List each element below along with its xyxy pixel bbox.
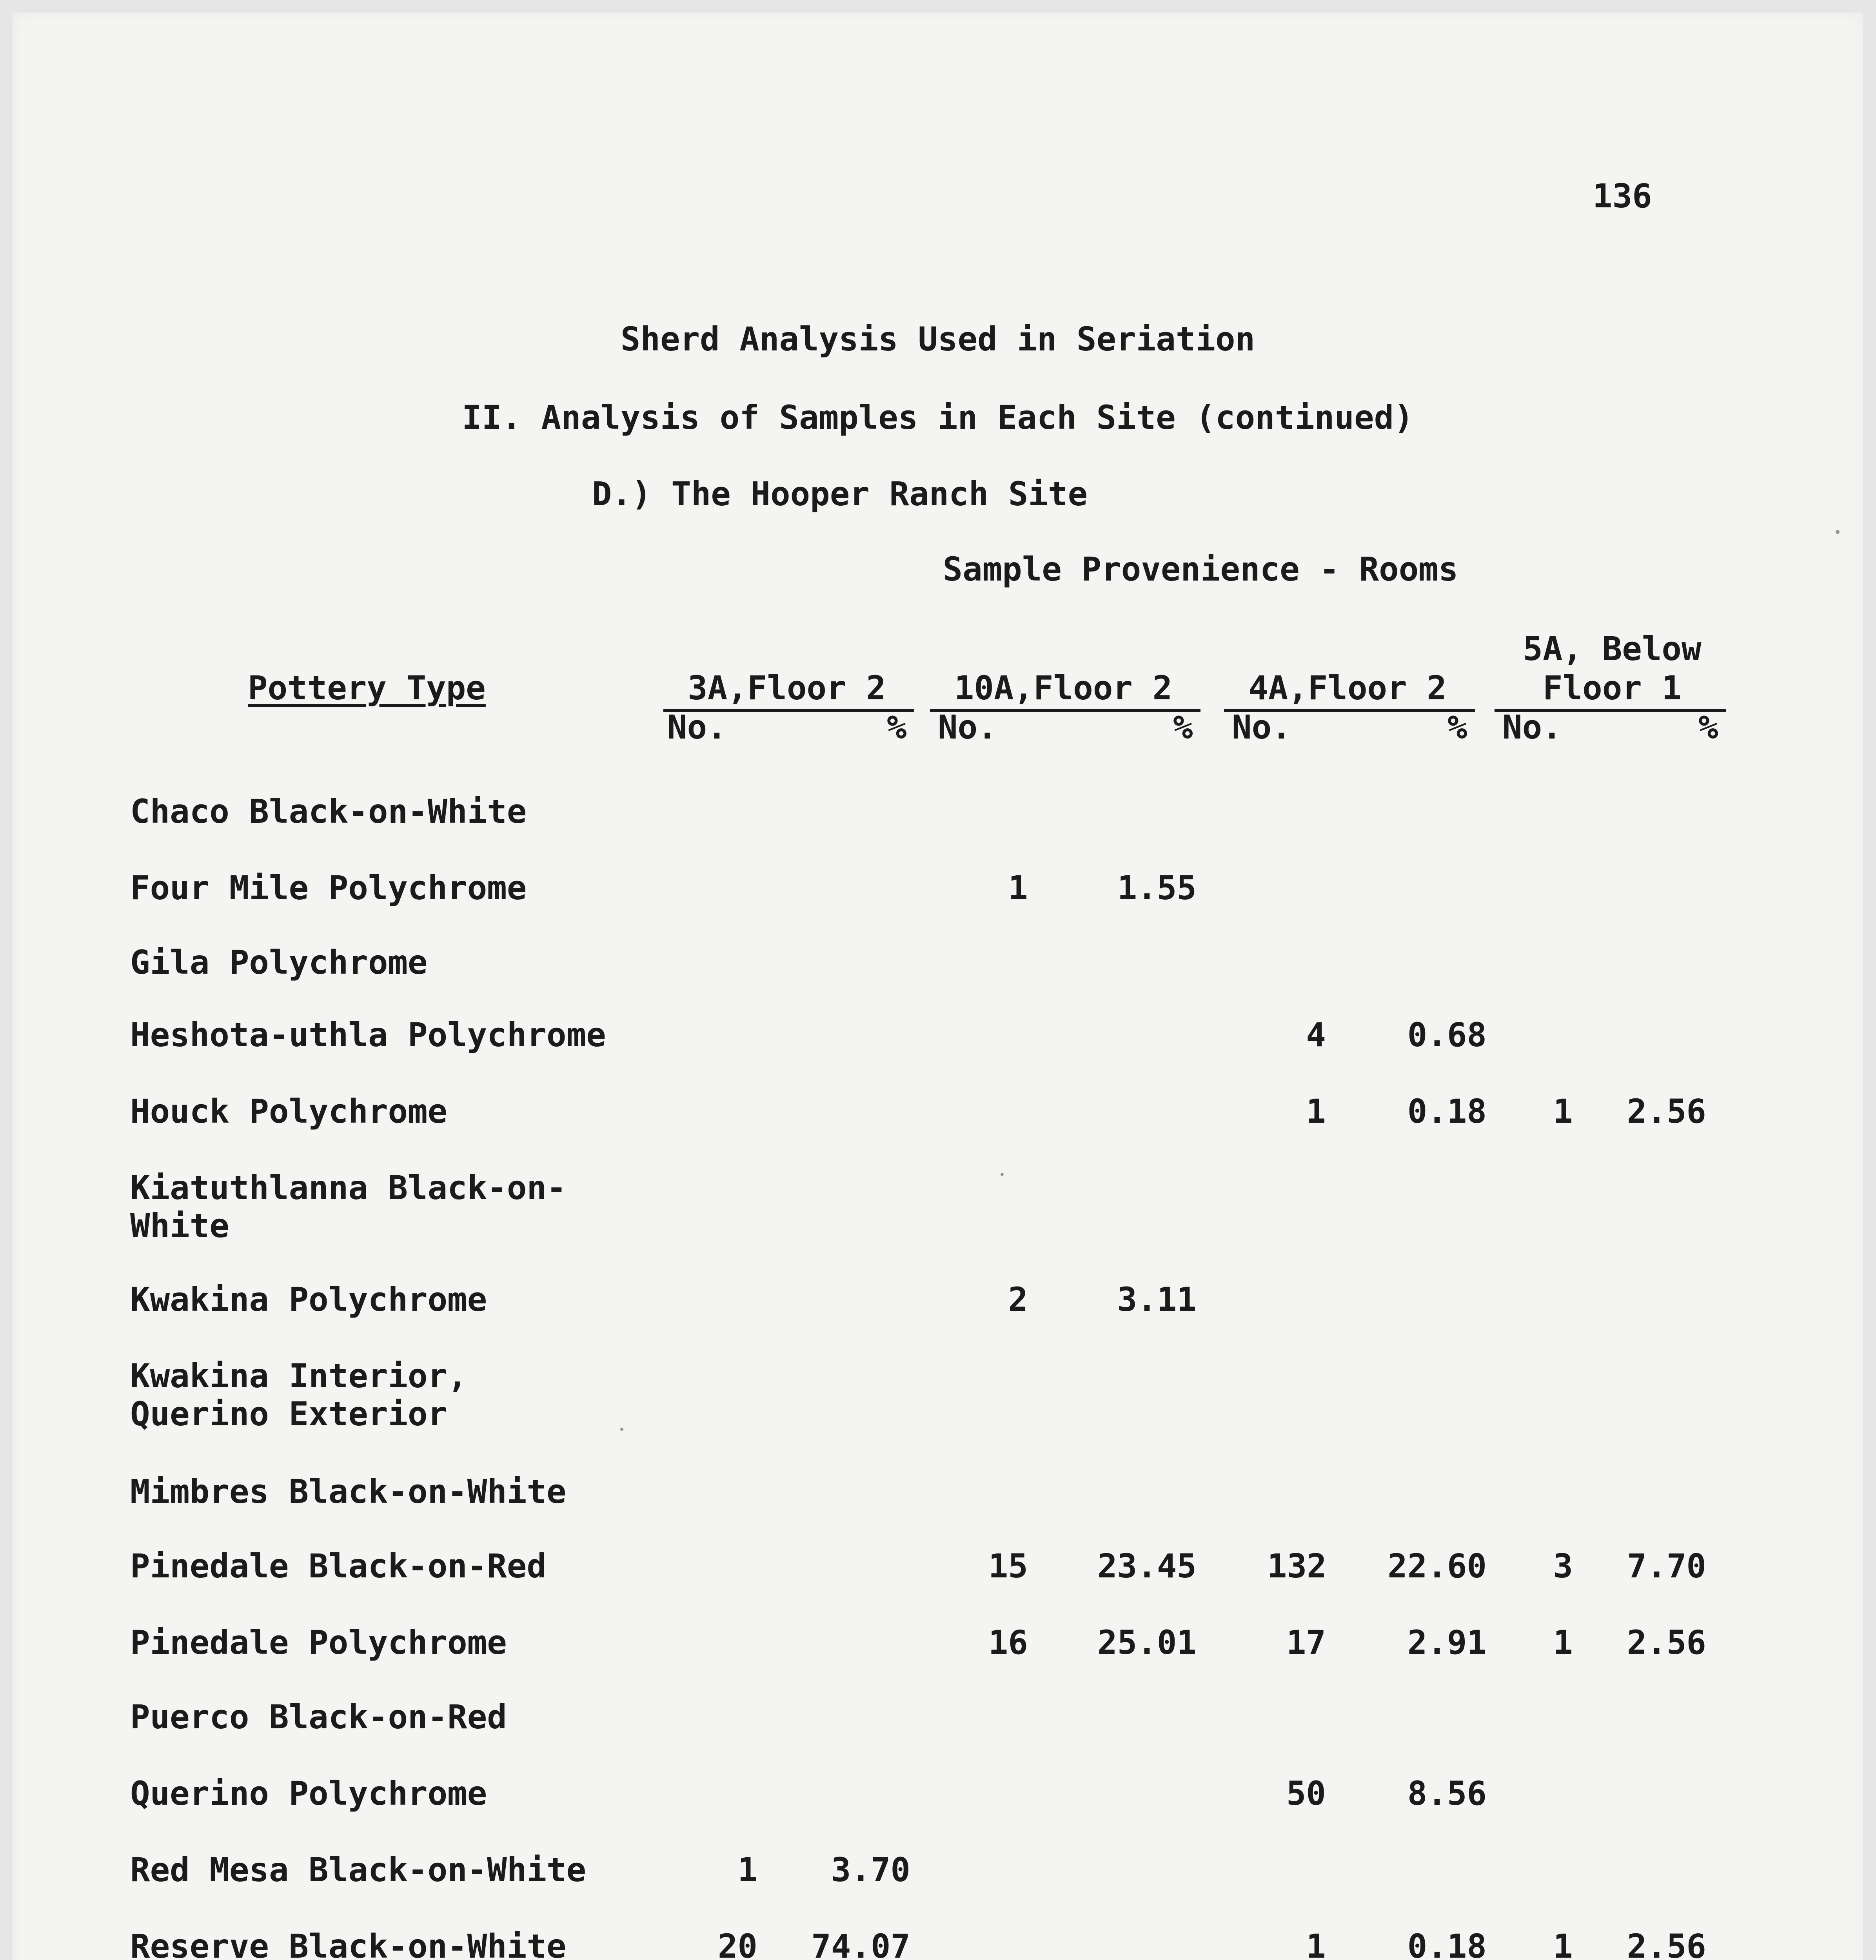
site-heading: D.) The Hooper Ranch Site [592,475,1088,513]
cell-10a-percent: 25.01 [1097,1623,1197,1662]
col-10a-header: 10A,Floor 2 [954,669,1173,707]
cell-4a-count: 1 [1306,1092,1326,1131]
pottery-type-label: Chaco Black-on-White [130,792,527,831]
pottery-type-label: Querino Polychrome [130,1774,487,1813]
col-10a-pct: % [1173,708,1193,746]
col-5a-pct: % [1698,708,1718,746]
pottery-type-label: Reserve Black-on-White [130,1927,567,1960]
paper-speck [620,1428,623,1431]
col-5a-header-line2: Floor 1 [1542,669,1682,707]
pottery-type-label: Pinedale Polychrome [130,1623,507,1662]
pottery-type-label: Kwakina Interior, Querino Exterior [130,1357,467,1433]
cell-4a-percent: 0.68 [1407,1016,1487,1054]
col-5a-header-line1: 5A, Below [1523,630,1702,668]
cell-10a-count: 16 [988,1623,1028,1662]
provenience-heading: Sample Provenience - Rooms [943,550,1458,588]
pottery-type-label: Heshota-uthla Polychrome [130,1016,606,1054]
pottery-type-header: Pottery Type [248,669,486,707]
cell-5a-count: 1 [1553,1927,1573,1960]
cell-5a-count: 1 [1553,1623,1573,1662]
cell-10a-count: 2 [1008,1280,1028,1319]
pottery-type-label: Houck Polychrome [130,1092,448,1131]
cell-4a-count: 4 [1306,1016,1326,1054]
cell-4a-percent: 0.18 [1407,1092,1487,1131]
cell-4a-count: 132 [1267,1547,1327,1585]
pottery-type-label: Kwakina Polychrome [130,1280,487,1319]
cell-10a-percent: 23.45 [1097,1547,1197,1585]
pottery-type-label: Gila Polychrome [130,943,428,982]
cell-3a-count: 20 [717,1927,757,1960]
cell-10a-percent: 3.11 [1117,1280,1197,1319]
cell-3a-count: 1 [737,1851,757,1889]
section-heading: II. Analysis of Samples in Each Site (continued) [462,398,1414,437]
cell-5a-percent: 2.56 [1627,1623,1706,1662]
paper-speck [1001,1173,1004,1176]
col-3a-header: 3A,Floor 2 [688,669,886,707]
cell-5a-count: 3 [1553,1547,1573,1585]
pottery-type-label: Pinedale Black-on-Red [130,1547,547,1585]
cell-5a-percent: 2.56 [1627,1092,1706,1131]
cell-5a-percent: 2.56 [1627,1927,1706,1960]
cell-3a-percent: 74.07 [811,1927,910,1960]
cell-4a-percent: 2.91 [1407,1623,1487,1662]
col-3a-pct: % [887,708,907,746]
col-4a-header: 4A,Floor 2 [1248,669,1447,707]
cell-10a-count: 15 [988,1547,1028,1585]
cell-10a-count: 1 [1008,869,1028,907]
col-3a-no: No. [667,708,727,746]
cell-4a-count: 17 [1286,1623,1326,1662]
col-10a-no: No. [938,708,997,746]
pottery-type-label: Mimbres Black-on-White [130,1472,567,1511]
document-page [13,13,1863,1960]
col-5a-no: No. [1502,708,1562,746]
cell-5a-count: 1 [1553,1092,1573,1131]
cell-3a-percent: 3.70 [831,1851,910,1889]
paper-speck [1836,530,1840,534]
cell-4a-percent: 8.56 [1407,1774,1487,1813]
cell-5a-percent: 7.70 [1627,1547,1706,1585]
cell-10a-percent: 1.55 [1117,869,1197,907]
col-4a-pct: % [1447,708,1467,746]
cell-4a-count: 50 [1286,1774,1326,1813]
page-number: 136 [1593,177,1652,215]
cell-4a-count: 1 [1306,1927,1326,1960]
pottery-type-label: Four Mile Polychrome [130,869,527,907]
document-title: Sherd Analysis Used in Seriation [620,320,1255,358]
pottery-type-label: Kiatuthlanna Black-on- White [130,1169,567,1245]
pottery-type-label: Red Mesa Black-on-White [130,1851,587,1889]
pottery-type-label: Puerco Black-on-Red [130,1698,507,1736]
col-4a-no: No. [1232,708,1291,746]
cell-4a-percent: 0.18 [1407,1927,1487,1960]
cell-4a-percent: 22.60 [1387,1547,1487,1585]
